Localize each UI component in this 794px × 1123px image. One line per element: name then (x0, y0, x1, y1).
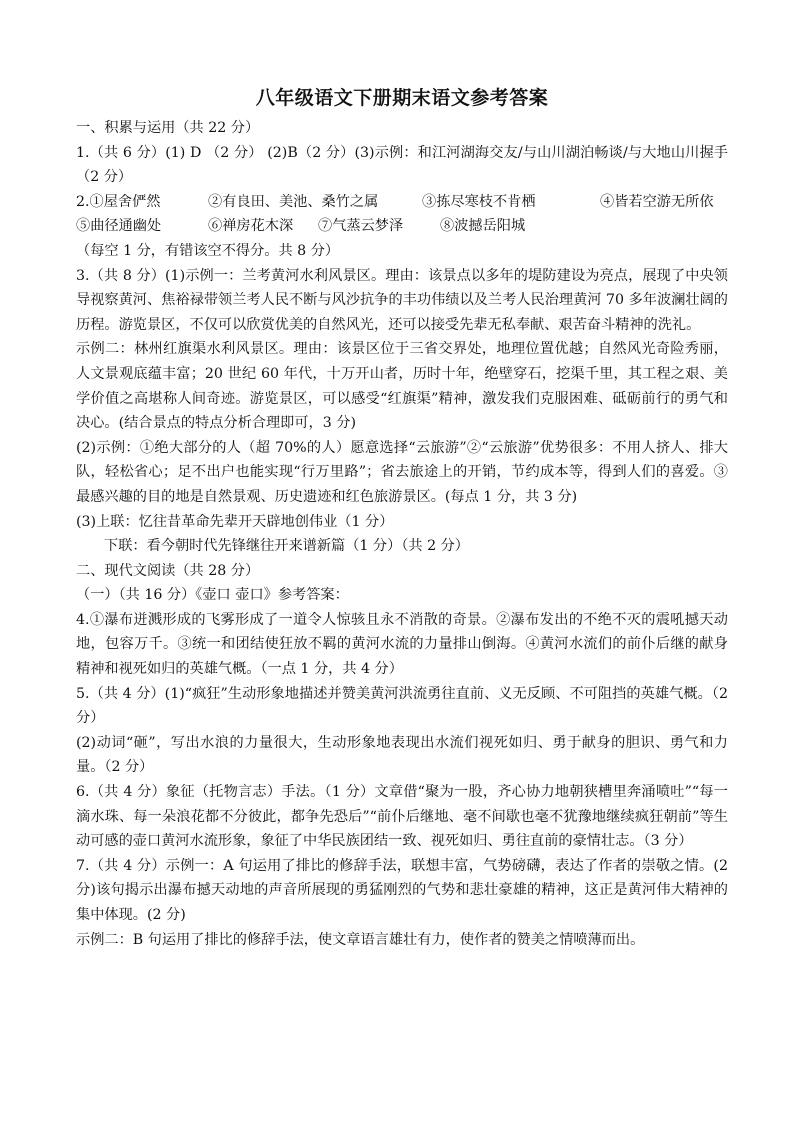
answer-sheet (76, 84, 728, 952)
answer-q2-row-1 (76, 190, 728, 215)
answer-q2-row-2 (76, 214, 728, 239)
answer-q6: 6.（共 4 分）象征（托物言志）手法。（1 分）文章借“聚为一股，齐心协力地朝狭槽里奔涌喷吐”“每一滴水珠、每一朵浪花都不分彼此，都争先恐后”“前仆后继地、毫不间歇也毫不犹豫地继续疯狂朝前”等生动可感的壶口黄河水流形象，象征了中华民族团结一致、视死如归、勇往直前的豪情壮志。（3 分） (76, 784, 728, 850)
q2-item: ④皆若空游无所依 (600, 193, 714, 210)
answer-q3-couplet-upper: (3)上联：忆往昔革命先辈开天辟地创伟业（1 分） (76, 513, 394, 530)
q2-item: 2.①屋舍俨然 (76, 193, 161, 210)
answer-q5-part2: (2)动词“砸”，写出水浪的力量很大，生动形象地表现出水流们视死如归、勇于献身的胆识、勇气和力量。（2 分） (76, 734, 728, 776)
page-title: 八年级语文下册期末语文参考答案 (255, 87, 549, 109)
q2-item: ③拣尽寒枝不肯栖 (422, 193, 536, 210)
answer-q3-p2: 示例二：林州红旗渠水利风景区。理由：该景区位于三省交界处，地理位置优越；自然风光奇险秀丽，人文景观底蕴丰富；20 世纪 60 年代，十万开山者，历时十年，绝壁穿石，挖渠千里，其工程之艰、美学价值之高堪称人间奇迹。游览景区，可以感受“红旗渠”精神，激发我们克服困难、砥砺前行的勇气和决心。(结合景点的特点分析合理即可，3 分) (76, 341, 728, 432)
q2-item: ⑦气蒸云梦泽 (318, 218, 404, 235)
answer-q7-example1: 7.（共 4 分）示例一：A 句运用了排比的修辞手法，联想丰富，气势磅礴，表达了作者的崇敬之情。(2 分)该句揭示出瀑布撼天动地的声音所展现的勇猛刚烈的气势和悲壮豪雄的精神，这正是黄河伟大精神的集中体现。(2 分) (76, 857, 728, 923)
q2-item: ②有良田、美池、桑竹之属 (208, 193, 379, 210)
answer-q5-part1: 5.（共 4 分）(1)“疯狂”生动形象地描述并赞美黄河洪流勇往直前、义无反顾、不可阻挡的英雄气概。（2 分） (76, 685, 728, 727)
answer-q3-p3: (2)示例：①绝大部分的人（超 70%的人）愿意选择“云旅游”②“云旅游”优势很多：不用人挤人、排大队，轻松省心；足不出户也能实现“行万里路”；省去旅途上的开销，节约成本等，得到人们的喜爱。③最感兴趣的目的地是自然景观、历史遗迹和红色旅游景区。(每点 1 分，共 3 分) (76, 439, 728, 505)
section-heading-1: 一、积累与运用（共 22 分） (76, 120, 260, 136)
answer-q7-example2: 示例二：B 句运用了排比的修辞手法，使文章语言雄壮有力，使作者的赞美之情喷薄而出。 (76, 931, 645, 948)
q2-scoring-note: （每空 1 分，有错该空不得分。共 8 分） (76, 242, 340, 259)
q2-item: ⑧波撼岳阳城 (440, 218, 526, 235)
answer-q3-couplet-lower: 下联：看今朝时代先锋继往开来谱新篇（1 分）（共 2 分） (104, 538, 469, 555)
subsection-heading: （一）（共 16 分）《壶口 壶口》参考答案： (76, 587, 349, 604)
q2-item: ⑤曲径通幽处 (76, 218, 162, 235)
q2-item: ⑥禅房花木深 (208, 218, 294, 235)
answer-q3-p1: 3.（共 8 分）(1)示例一：兰考黄河水利风景区。理由：该景点以多年的堤防建设为亮点，展现了中央领导视察黄河、焦裕禄带领兰考人民不断与风沙抗争的丰功伟绩以及兰考人民治理黄河 70 多年波澜壮阔的历程。游览景区，不仅可以欣赏优美的自然风光，还可以接受先辈无私奉献、艰苦奋斗精神的洗礼。 (76, 267, 728, 333)
answer-q4: 4.①瀑布迸溅形成的飞雾形成了一道令人惊骇且永不消散的奇景。②瀑布发出的不绝不灭的震吼撼天动地，包容万千。③统一和团结使狂放不羁的黄河水流的力量排山倒海。④黄河水流们的前仆后继的献身精神和视死如归的英雄气概。（一点 1 分，共 4 分） (76, 611, 728, 678)
answer-q1: 1.（共 6 分）(1) D （2 分） (2)B（2 分）(3)示例：和江河湖海交友/与山川湖泊畅谈/与大地山川握手（2 分） (76, 144, 728, 186)
section-heading-2: 二、现代文阅读（共 28 分） (76, 562, 260, 579)
